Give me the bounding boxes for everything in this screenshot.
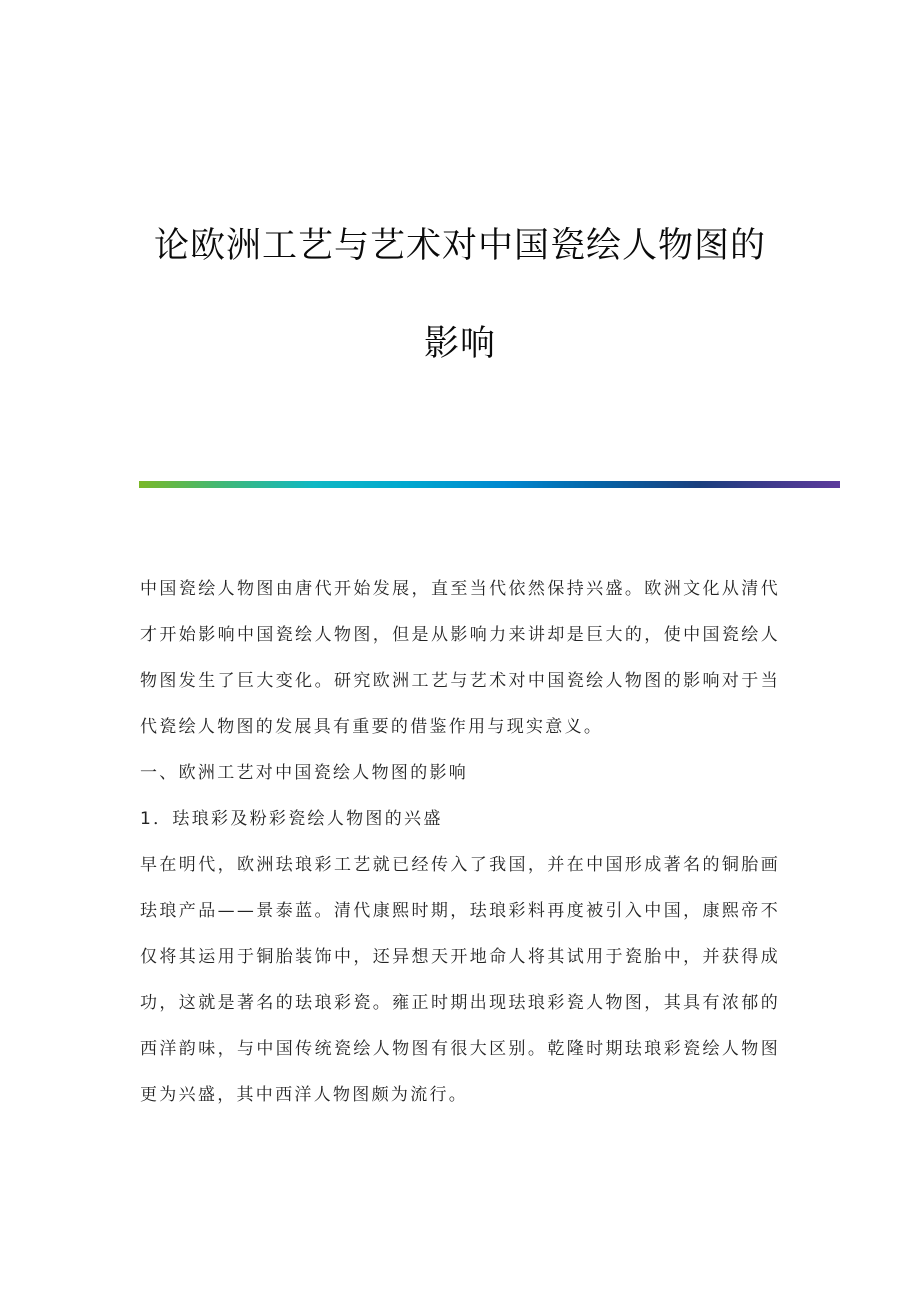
- gradient-divider: [139, 481, 840, 488]
- intro-paragraph: 中国瓷绘人物图由唐代开始发展，直至当代依然保持兴盛。欧洲文化从清代才开始影响中国瓷绘人物图，但是从影响力来讲却是巨大的，使中国瓷绘人物图发生了巨大变化。研究欧洲工艺与艺术对中国瓷绘人物图的影响对于当代瓷绘人物图的发展具有重要的借鉴作用与现实意义。: [140, 579, 780, 737]
- subsection-heading: 1．珐琅彩及粉彩瓷绘人物图的兴盛: [140, 809, 443, 829]
- document-title-line-1: 论欧洲工艺与艺术对中国瓷绘人物图的: [153, 226, 766, 266]
- document-title-line-2: 影响: [423, 324, 496, 364]
- section-heading: 一、欧洲工艺对中国瓷绘人物图的影响: [140, 763, 469, 783]
- body-paragraph: 早在明代，欧洲珐琅彩工艺就已经传入了我国，并在中国形成著名的铜胎画珐琅产品——景泰蓝。清代康熙时期，珐琅彩料再度被引入中国，康熙帝不仅将其运用于铜胎装饰中，还异想天开地命人将其试用于瓷胎中，并获得成功，这就是著名的珐琅彩瓷。雍正时期出现珐琅彩瓷人物图，其具有浓郁的西洋韵味，与中国传统瓷绘人物图有很大区别。乾隆时期珐琅彩瓷绘人物图更为兴盛，其中西洋人物图颇为流行。: [140, 855, 780, 1105]
- document-body: [140, 566, 780, 1118]
